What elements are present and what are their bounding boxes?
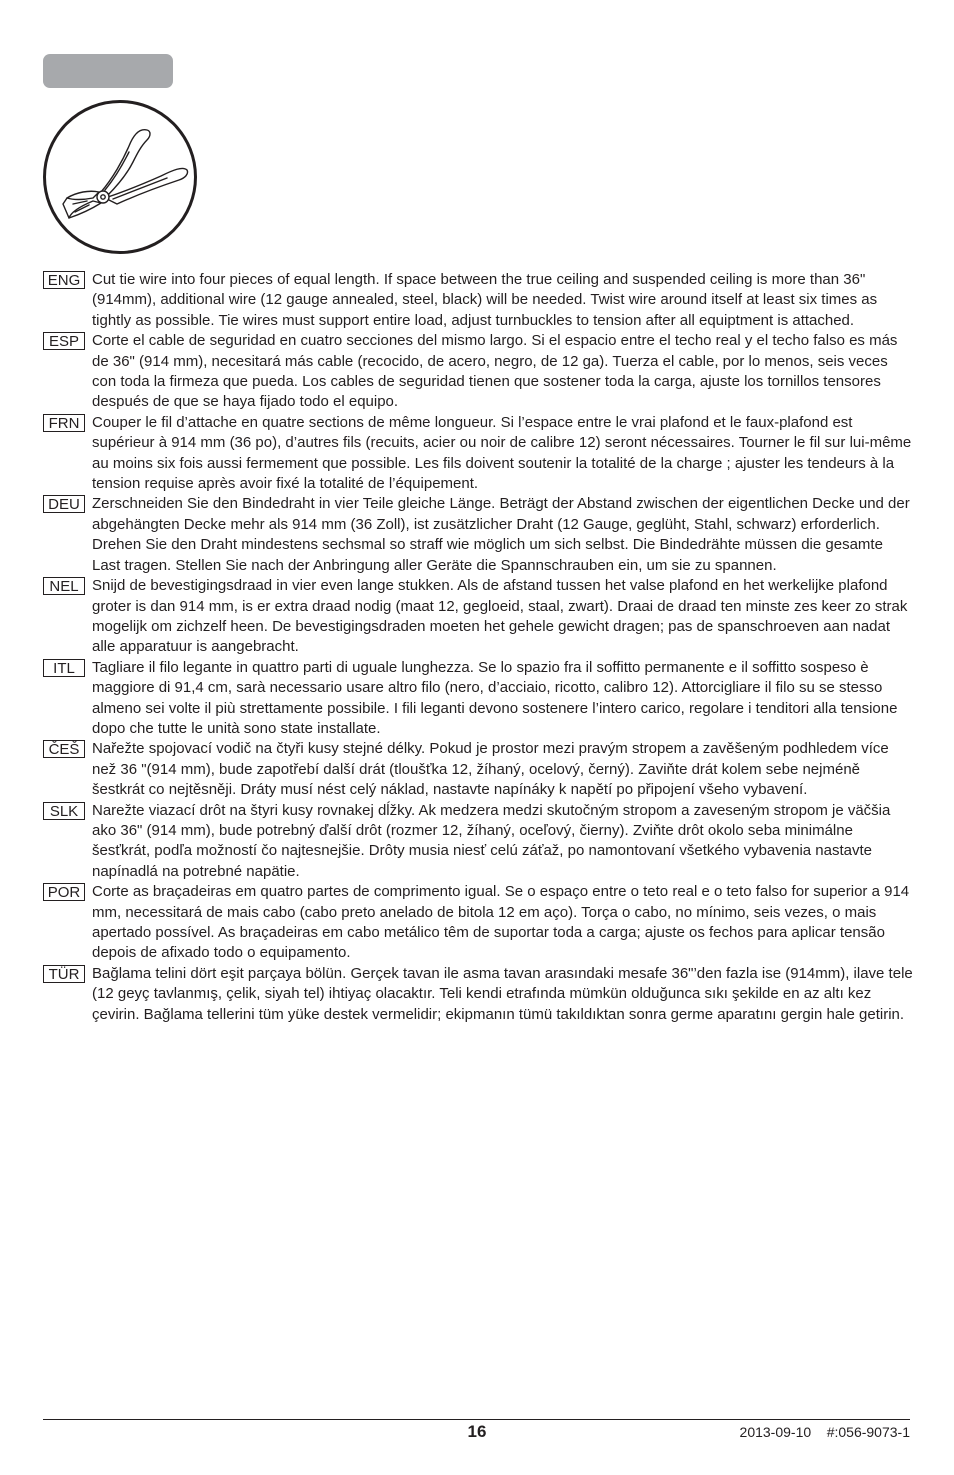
wire-cutter-icon (43, 100, 197, 254)
instruction-text: Snijd de bevestigingsdraad in vier even lange stukken. Als de afstand tussen het valse plafond en het werkelijke plafond groter is dan 914 mm, is er extra draad nodig (maat 12, gegloeid, staal, zwart). Draai de draad ten minste zes keer zo strak mogelijk om zichzelf heen. De bevestigingsdraden moeten het gehele gewicht dragen; pas de spanschroeven aan nadat alle apparatuur is aangebracht. (92, 577, 908, 656)
footer-date-part-number: 2013-09-10 #:056-9073-1 (739, 1424, 910, 1440)
instruction-text: Narežte viazací drôt na štyri kusy rovnakej dĺžky. Ak medzera medzi skutočným stropom a zaveseným stropom je väčšia ako 36" (914 mm), bude potrebný ďalší drôt (rozmer 12, žíhaný, oceľový, čierny). Zviňte drôt okolo seba minimálne šesťkrát, podľa možností čo najtesnejšie. Drôty musia niesť celú záťaž, po namontovaní všetkého vybavenia nastavte napínadlá na potrebné napätie. (92, 801, 891, 880)
language-code: SLK (43, 802, 85, 820)
language-code: ENG (43, 271, 85, 289)
instruction-text: Corte as braçadeiras em quatro partes de comprimento igual. Se o espaço entre o teto real e o teto falso for superior a 914 mm, necessitará de mais cabo (cabo preto anelado de bitola 12 em aço). Torça o cabo, no mínimo, seis vezes, o mais apertado possível. As braçadeiras em cabo metálico têm de suportar toda a carga; ajuste os fechos para aplicar tensão depois de afixado todo o equipamento. (92, 883, 910, 962)
language-section-itl (43, 658, 913, 740)
language-section-slk (43, 801, 913, 883)
instruction-list (43, 270, 913, 1025)
instruction-text: Nařežte spojovací vodič na čtyři kusy stejné délky. Pokud je prostor mezi pravým stropem a zavěšeným podhledem více než 36 "(914 mm), bude zapotřebí další drát (tloušťka 12, žíhaný, ocelový, černý). Zaviňte drát kolem sebe nejméně šestkrát co nejtěsněji. Dráty musí nést celý náklad, nastavte napínáky k napětí po připojení všeho vybavení. (92, 740, 889, 799)
language-section-ces (43, 739, 913, 800)
language-section-nel (43, 576, 913, 658)
language-code: DEU (43, 495, 85, 513)
instruction-text: Zerschneiden Sie den Bindedraht in vier Teile gleiche Länge. Beträgt der Abstand zwischen der eigentlichen Decke und der abgehängten Decke mehr als 914 mm (36 Zoll), ist zusätzlicher Draht (12 Gauge, geglüht, Stahl, schwarz) erforderlich. Drehen Sie den Draht mindestens sechsmal so straff wie möglich um sich selbst. Die Bindedrähte müssen die gesamte Last tragen. Stellen Sie nach der Anbringung aller Geräte die Spannschrauben ein, um sie zu spannen. (92, 495, 910, 574)
language-code: ČEŠ (43, 740, 85, 758)
language-section-eng (43, 270, 913, 331)
language-code: NEL (43, 577, 85, 595)
language-section-frn (43, 413, 913, 495)
instruction-text: Corte el cable de seguridad en cuatro secciones del mismo largo. Si el espacio entre el techo real y el techo falso es más de 36" (914 mm), necesitará más cable (recocido, de acero, negro, de 12 ga). Tuerza el cable, por lo menos, seis veces con toda la firmeza que pueda. Los cables de seguridad tienen que sostener toda la carga, ajuste los tornillos tensores después de que se haya fijado todo el equipo. (92, 332, 898, 411)
instruction-text: Couper le fil d’attache en quatre sections de même longueur. Si l’espace entre le vrai plafond et le faux-plafond est supérieur à 914 mm (36 po), d’autres fils (recuits, acier ou noir de calibre 12) seront nécessaires. Tourner le fil sur lui-même au moins six fois aussi fermement que possible. Les fils doivent soutenir la totalité de la charge ; ajuster les tendeurs à la tension requise après avoir fixé la totalité de l’équipement. (92, 413, 912, 493)
language-code: ITL (43, 659, 85, 677)
page-number: 16 (467, 1422, 487, 1441)
language-code: TÜR (43, 965, 85, 983)
footer-divider (43, 1419, 910, 1420)
step-tab (43, 54, 173, 88)
language-code: POR (43, 883, 85, 901)
language-section-deu (43, 494, 913, 576)
language-code: FRN (43, 414, 85, 432)
language-section-por (43, 882, 913, 964)
instruction-text: Cut tie wire into four pieces of equal length. If space between the true ceiling and suspended ceiling is more than 36" (914mm), additional wire (12 gauge annealed, steel, black) will be needed. Twist wire around itself at least six times as tightly as possible. Tie wires must support entire load, adjust turnbuckles to tension after all equiptment is attached. (92, 271, 878, 329)
instruction-text: Tagliare il filo legante in quattro parti di uguale lunghezza. Se lo spazio fra il soffitto permanente e il soffitto sospeso è maggiore di 91,4 cm, sarà necessario usare altro filo (nero, d’acciaio, ricotto, calibro 12). Attorcigliare il filo su se stesso almeno sei volte il più strettamente possibile. I fili leganti devono sostenere l’intero carico, regolare i tenditori alla tensione dopo che tutte le unità sono state installate. (92, 658, 898, 737)
language-code: ESP (43, 332, 85, 350)
instruction-text: Bağlama telini dört eşit parçaya bölün. Gerçek tavan ile asma tavan arasındaki mesafe 36"’den fazla ise (914mm), ilave tele (12 geyç tavlanmış, çelik, siyah tel) ihtiyaç olacaktır. Teli kendi etrafında mümkün olduğunca sıkı şekilde en az altı kez çevirin. Bağlama tellerini tüm yüke destek vermelidir; ekipmanın tümü takıldıktan sonra germe aparatını gergin hale getirin. (92, 964, 913, 1023)
language-section-tur (43, 964, 913, 1025)
tool-illustration (43, 100, 197, 254)
language-section-esp (43, 331, 913, 413)
